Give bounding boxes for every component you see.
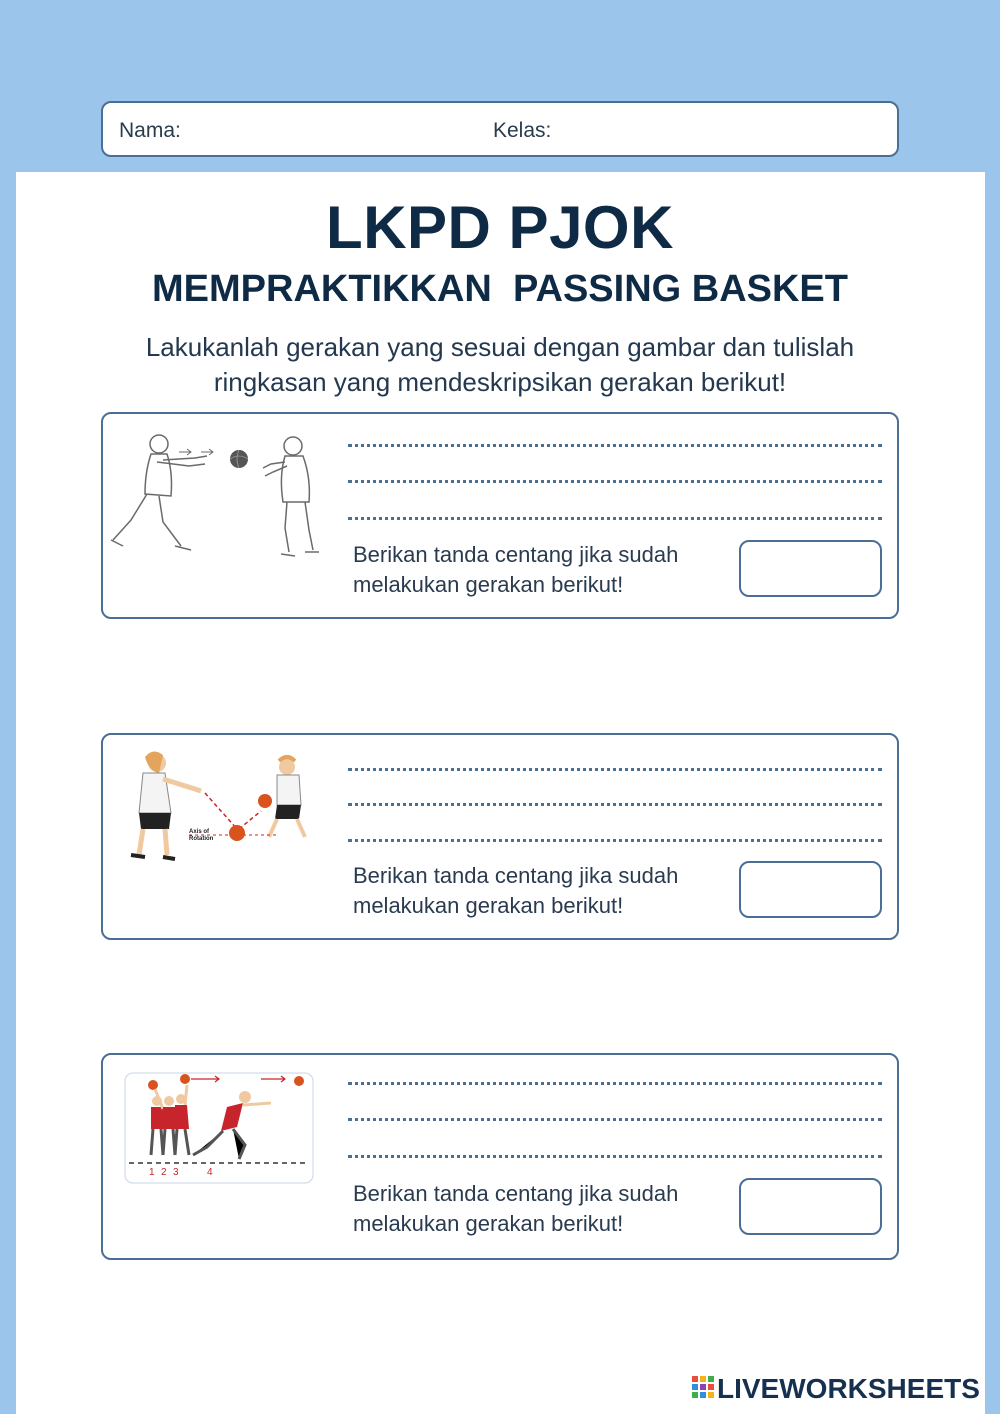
task-card-chest-pass: [101, 412, 899, 619]
prompt-line: melakukan gerakan berikut!: [353, 1211, 624, 1236]
prompt-line: melakukan gerakan berikut!: [353, 572, 624, 597]
task-card-overhead-pass: [101, 1053, 899, 1260]
name-label: Nama:: [119, 119, 181, 142]
ball-icon: [294, 1076, 304, 1086]
task-card-bounce-pass: [101, 733, 899, 940]
liveworksheets-logo-icon: [692, 1376, 714, 1402]
liveworksheets-brand[interactable]: [692, 1372, 980, 1406]
checkmark-prompt: [353, 861, 733, 921]
axis-caption: Rotation: [189, 836, 214, 842]
checkmark-prompt: [353, 1179, 733, 1239]
answer-line[interactable]: [348, 480, 882, 483]
checkmark-box[interactable]: [739, 1178, 882, 1235]
answer-line[interactable]: [348, 768, 882, 771]
prompt-line: Berikan tanda centang jika sudah: [353, 542, 679, 567]
prompt-line: melakukan gerakan berikut!: [353, 893, 624, 918]
ball-icon: [230, 450, 248, 468]
page-title: LKPD PJOK: [326, 194, 674, 261]
step-number: 2: [161, 1167, 167, 1178]
instruction-line: Lakukanlah gerakan yang sesuai dengan gambar dan tulislah: [145, 332, 855, 362]
checkmark-box[interactable]: [739, 861, 882, 918]
instruction-line: ringkasan yang mendeskripsikan gerakan berikut!: [213, 367, 787, 397]
page-subtitle: MEMPRAKTIKKAN PASSING BASKET: [152, 268, 848, 310]
bounce-pass-illustration: [109, 743, 331, 903]
prompt-line: Berikan tanda centang jika sudah: [353, 1181, 679, 1206]
answer-line[interactable]: [348, 1118, 882, 1121]
step-number: 3: [173, 1167, 179, 1178]
answer-line[interactable]: [348, 803, 882, 806]
instruction-text: [100, 330, 900, 400]
ball-icon: [229, 825, 245, 841]
axis-caption: Axis of: [189, 829, 210, 835]
checkmark-prompt: [353, 540, 733, 600]
overhead-pass-illustration: [109, 1063, 331, 1223]
ball-icon: [258, 794, 272, 808]
chest-pass-illustration: [109, 422, 331, 582]
answer-line[interactable]: [348, 444, 882, 447]
step-number: 4: [207, 1167, 213, 1178]
prompt-line: Berikan tanda centang jika sudah: [353, 863, 679, 888]
student-info-box: [101, 101, 899, 157]
checkmark-box[interactable]: [739, 540, 882, 597]
answer-line[interactable]: [348, 517, 882, 520]
step-number: 1: [149, 1167, 155, 1178]
answer-line[interactable]: [348, 839, 882, 842]
answer-line[interactable]: [348, 1082, 882, 1085]
class-label: Kelas:: [493, 119, 552, 142]
brand-name: LIVEWORKSHEETS: [717, 1373, 980, 1404]
answer-line[interactable]: [348, 1155, 882, 1158]
